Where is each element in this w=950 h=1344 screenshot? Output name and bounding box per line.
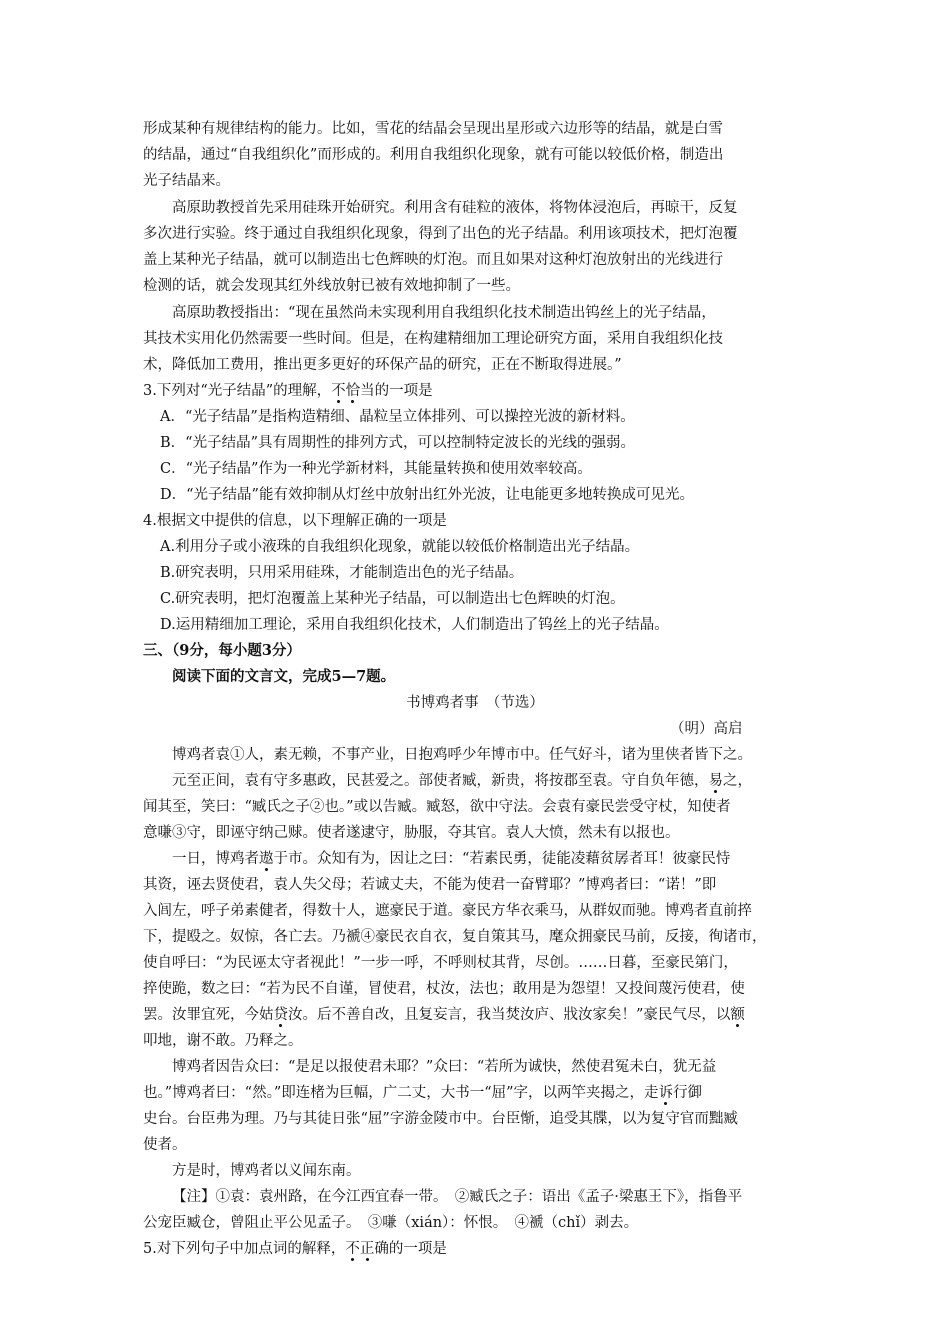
dotted-word: 诉: [658, 1085, 674, 1101]
dotted-word: 贷: [273, 1007, 288, 1023]
dotted-word: 额: [730, 1007, 745, 1023]
classical-line: 捽使跪，数之曰：“若为民不自谨，冒使君，杖汝，法也；敢用是为怨望！又投间蔑污使君，使: [143, 981, 745, 997]
classical-line: 博鸡者因告众曰：“是足以报使君未耶？”众曰：“若所为诚快，然使君冤未白，犹无益: [172, 1059, 717, 1075]
classical-line: 史台。台臣弗为理。乃与其徒日张“屈”字游金陵市中。台臣惭，追受其牒，以为复守官而黜臧: [143, 1111, 738, 1127]
dotted-word: 易: [708, 773, 723, 789]
passage-line: 形成某种有规律结构的能力。比如，雪花的结晶会呈现出星形或六边形等的结晶，就是白雪: [143, 121, 723, 137]
section-instruction: 阅读下面的文言文，完成5—7题。: [172, 668, 396, 685]
text-author: （明）高启: [670, 721, 743, 737]
passage-line: 的结晶，通过“自我组织化”而形成的。利用自我组织化现象，就有可能以较低价格，制造出: [143, 147, 724, 163]
classical-line: [143, 1004, 745, 1028]
classical-line: 下，提殴之。奴惊，各亡去。乃褫④豪民衣自衣，复自策其马，麾众拥豪民马前，反接，徇诸市，: [143, 929, 767, 945]
question-3-option-c: C．“光子结晶”作为一种光学新材料，其能量转换和使用效率较高。: [160, 461, 592, 477]
text-title: 书博鸡者事 （节选）: [406, 695, 544, 711]
emphasis-char: 不: [345, 1241, 360, 1257]
classical-line: 使自呼曰：“为民诬太守者视此！”一步一呼，不呼则杖其背，尽创。……日暮，至豪民第门，: [143, 955, 738, 971]
passage-line: 高原助教授首先采用硅珠开始研究。利用含有硅粒的液体，将物体浸泡后，再晾干，反复: [172, 200, 738, 216]
classical-line: 入闾左，呼子弟素健者，得数十人，遮豪民于道。豪民方华衣乘马，从群奴而驰。博鸡者直前捽: [143, 903, 752, 919]
passage-line: 其技术实用化仍然需要一些时间。但是，在构建精细加工理论研究方面，采用自我组织化技: [143, 331, 723, 347]
emphasis-char: 不: [331, 383, 346, 399]
passage-line: 术，降低加工费用，推出更多更好的环保产品的研究，正在不断取得进展。”: [143, 357, 622, 373]
passage-line: 盖上某种光子结晶，就可以制造出七色辉映的灯泡。而且如果对这种灯泡放射出的光线进行: [143, 252, 723, 268]
question-4-option-c: C.研究表明，把灯泡覆盖上某种光子结晶，可以制造出七色辉映的灯泡。: [160, 591, 625, 607]
notes-line: 【注】①袁：袁州路，在今江西宜春一带。 ②臧氏之子：语出《孟子·梁惠王下》，指鲁平: [172, 1189, 743, 1205]
passage-line: 光子结晶来。: [143, 173, 230, 189]
classical-line: 意嗛③守，即诬守纳己赇。使者遂逮守，胁服，夺其官。袁人大愤，然未有以报也。: [143, 825, 680, 841]
question-4-stem: 4.根据文中提供的信息，以下理解正确的一项是: [143, 513, 447, 529]
text-segment: 5.对下列句子中加点词的解释，: [143, 1241, 346, 1257]
passage-line: 高原助教授指出：“现在虽然尚未实现利用自我组织化技术制造出钨丝上的光子结晶，: [172, 305, 716, 321]
classical-line: 其资，诬去贤使君，袁人失父母；若诚丈夫，不能为使君一奋臂耶？”博鸡者曰：“诺！”即: [143, 877, 717, 893]
question-3-option-b: B．“光子结晶”具有周期性的排列方式，可以控制特定波长的光线的强弱。: [160, 435, 635, 451]
text-segment: 元至正间，袁有守多惠政，民甚爱之。部使者臧，新贵，将按郡至袁。守自负年德，: [172, 773, 709, 789]
text-segment: 汝。后不善自改，且复妄言，我当焚汝庐、戕汝家矣！”豪民气尽，以: [288, 1007, 731, 1023]
question-5-stem: [143, 1238, 447, 1262]
text-segment: 3.下列对“光子结晶”的理解，: [143, 383, 332, 399]
text-segment: 于市。众知有为，因让之曰：“若素民勇，徒能凌藉贫孱者耳！彼豪民恃: [273, 851, 731, 867]
classical-line: [172, 848, 730, 872]
classical-line: 博鸡者袁①人，素无赖，不事产业，日抱鸡呼少年博市中。任气好斗，诸为里侠者皆下之。: [172, 747, 752, 763]
classical-line: [143, 1082, 702, 1106]
classical-line: [172, 770, 752, 794]
question-3-stem: [143, 380, 433, 404]
text-segment: 当的一项是: [360, 383, 433, 399]
question-4-option-d: D.运用精细加工理论，采用自我组织化技术，人们制造出了钨丝上的光子结晶。: [160, 617, 669, 633]
emphasis-char: 恰: [345, 383, 361, 399]
question-3-option-a: A．“光子结晶”是指构造精细、晶粒呈立体排列、可以操控光波的新材料。: [160, 409, 635, 425]
notes-line: 公宠臣臧仓，曾阻止平公见孟子。 ③嗛（xián）：怀恨。 ④褫（chǐ）剥去。: [143, 1215, 639, 1231]
classical-line: 闻其至，笑曰：“臧氏之子②也。”或以告臧。臧怒，欲中守法。会袁有豪民尝受守杖，知使者: [143, 799, 731, 815]
classical-line: 方是时，博鸡者以义闻东南。: [172, 1163, 361, 1179]
classical-line: 使者。: [143, 1137, 187, 1153]
text-segment: 之，: [723, 773, 752, 789]
passage-line: 检测的话，就会发现其红外线放射已被有效地抑制了一些。: [143, 278, 520, 294]
classical-line: 叩地，谢不敢。乃释之。: [143, 1033, 303, 1049]
section-heading: 三、（9分，每小题3分）: [143, 642, 301, 659]
emphasis-char: 正: [359, 1241, 375, 1257]
passage-line: 多次进行实验。终于通过自我组织化现象，得到了出色的光子结晶。利用该项技术，把灯泡覆: [143, 226, 738, 242]
question-3-option-d: D．“光子结晶”能有效抑制从灯丝中放射出红外光波，让电能更多地转换成可见光。: [160, 487, 694, 503]
question-4-option-b: B.研究表明，只用采用硅珠，才能制造出色的光子结晶。: [160, 565, 524, 581]
question-4-option-a: A.利用分子或小液珠的自我组织化现象，就能以较低价格制造出光子结晶。: [160, 539, 640, 555]
text-segment: 罢。汝罪宜死，今姑: [143, 1007, 274, 1023]
text-segment: 一日，博鸡者: [172, 851, 259, 867]
text-segment: 也。”博鸡者曰：“然。”即连楮为巨幅，广二丈，大书一“屈”字，以两竿夹揭之，走: [143, 1085, 659, 1101]
dotted-word: 遨: [259, 851, 274, 867]
text-segment: 确的一项是: [374, 1241, 447, 1257]
text-segment: 行御: [673, 1085, 703, 1101]
